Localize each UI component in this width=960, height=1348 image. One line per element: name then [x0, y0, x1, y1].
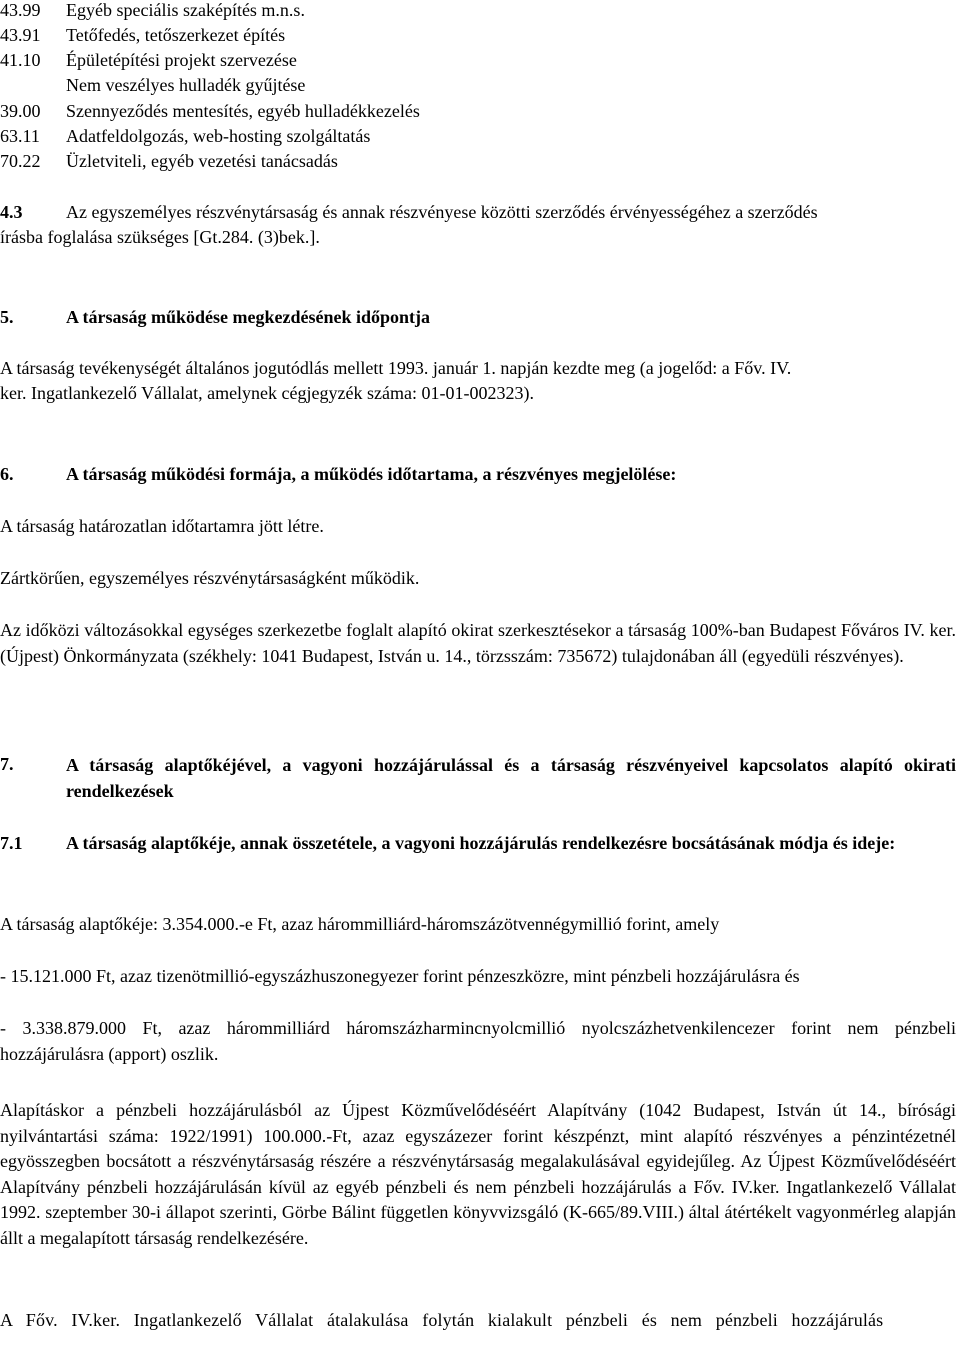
- section-title: A társaság alaptőkéjével, a vagyoni hozzájárulással és a társaság részvényeivel kapcsolatos alapító okirati rendelkezések: [66, 755, 956, 801]
- activity-name: Adatfeldolgozás, web-hosting szolgáltatás: [66, 126, 371, 146]
- section-number: 7.: [0, 754, 14, 774]
- section-7-heading: [0, 753, 956, 803]
- paragraph: A társaság határozatlan időtartamra jött létre.: [0, 516, 324, 536]
- section-title: A társaság működése megkezdésének időpontja: [66, 307, 431, 327]
- activity-code: 41.10: [0, 50, 41, 70]
- activity-code: 39.00: [0, 101, 41, 121]
- activity-name: Egyéb speciális szaképítés m.n.s.: [66, 0, 305, 20]
- activity-name: Épületépítési projekt szervezése: [66, 50, 297, 70]
- paragraph: Az időközi változásokkal egységes szerkezetbe foglalt alapító okirat szerkesztésekor a társaság 100%-ban Budapest Főváros IV. ker. (Újpest) Önkormányzata (székhely: 1041 Budapest, István u. 14., törzsszám: 735672) tulajdonában áll (egyedüli részvényes).: [0, 620, 956, 666]
- activity-name: Üzletviteli, egyéb vezetési tanácsadás: [66, 151, 338, 171]
- section-text: írásba foglalása szükséges [Gt.284. (3)bek.].: [0, 227, 320, 247]
- paragraph-text: A Főv. IV.ker. Ingatlankezelő Vállalat átalakulása folytán kialakult pénzbeli és nem pénzbeli hozzájárulás: [0, 1310, 884, 1330]
- activity-name: Nem veszélyes hulladék gyűjtése: [66, 75, 306, 95]
- activity-name: Szennyeződés mentesítés, egyéb hulladékkezelés: [66, 101, 420, 121]
- activity-code: 70.22: [0, 151, 41, 171]
- section-title: A társaság működési formája, a működés időtartama, a részvényes megjelölése:: [66, 464, 677, 484]
- paragraph: - 15.121.000 Ft, azaz tizenötmillió-egyszázhuszonegyezer forint pénzeszközre, mint pénzbeli hozzájárulásra és: [0, 966, 800, 986]
- section-number: 5.: [0, 307, 14, 327]
- activity-code: 43.91: [0, 25, 41, 45]
- section-text: Az egyszemélyes részvénytársaság és annak részvényese közötti szerződés érvényességéhez a szerződés: [66, 202, 818, 222]
- section-title: A társaság alaptőkéje, annak összetétele, a vagyoni hozzájárulás rendelkezésre bocsátásának módja és ideje:: [66, 833, 896, 853]
- section-number: 4.3: [0, 202, 23, 222]
- paragraph: [0, 1308, 956, 1334]
- paragraph: Alapításkor a pénzbeli hozzájárulásból az Újpest Közművelődéséért Alapítvány (1042 Budapest, István út 14., bírósági nyilvántartási száma: 1922/1991) 100.000.-Ft, azaz egyszázezer forint készpénzt, mint alapító részvényes a pénzintézetnél egyösszegben bocsátott a részvénytársaság részére a részvénytársaság megalakulásával egyidejűleg. Az Újpest Közművelődéséért Alapítvány pénzbeli hozzájárulásán kívül az egyéb pénzbeli és nem pénzbeli hozzájárulás a Főv. IV.ker. Ingatlankezelő Vállalat 1992. szeptember 30-i állapot szerinti, Görbe Bálint független könyvvizsgáló (K-665/89.VIII.) által átértékelt vagyonmérleg alapján állt a megalapított társaság rendelkezésére.: [0, 1100, 956, 1248]
- activity-code: 63.11: [0, 126, 40, 146]
- paragraph: Zártkörűen, egyszemélyes részvénytársaságként működik.: [0, 568, 420, 588]
- section-number: 6.: [0, 464, 14, 484]
- paragraph-text: A társaság tevékenységét általános jogutódlás mellett 1993. január 1. napján kezdte meg (a jogelőd: a Főv. IV.: [0, 358, 792, 378]
- paragraph: A társaság alaptőkéje: 3.354.000.-e Ft, azaz hárommilliárd-háromszázötvennégymillió forint, amely: [0, 914, 720, 934]
- paragraph-text: ker. Ingatlankezelő Vállalat, amelynek cégjegyzék száma: 01-01-002323).: [0, 383, 534, 403]
- paragraph: - 3.338.879.000 Ft, azaz hárommilliárd háromszázharmincnyolcmillió nyolcszázhetvenkilencezer forint nem pénzbeli hozzájárulásra (apport) oszlik.: [0, 1018, 956, 1064]
- activity-name: Tetőfedés, tetőszerkezet építés: [66, 25, 286, 45]
- section-7-1-heading: [0, 831, 956, 857]
- section-number: 7.1: [0, 833, 23, 853]
- activity-code: 43.99: [0, 0, 41, 20]
